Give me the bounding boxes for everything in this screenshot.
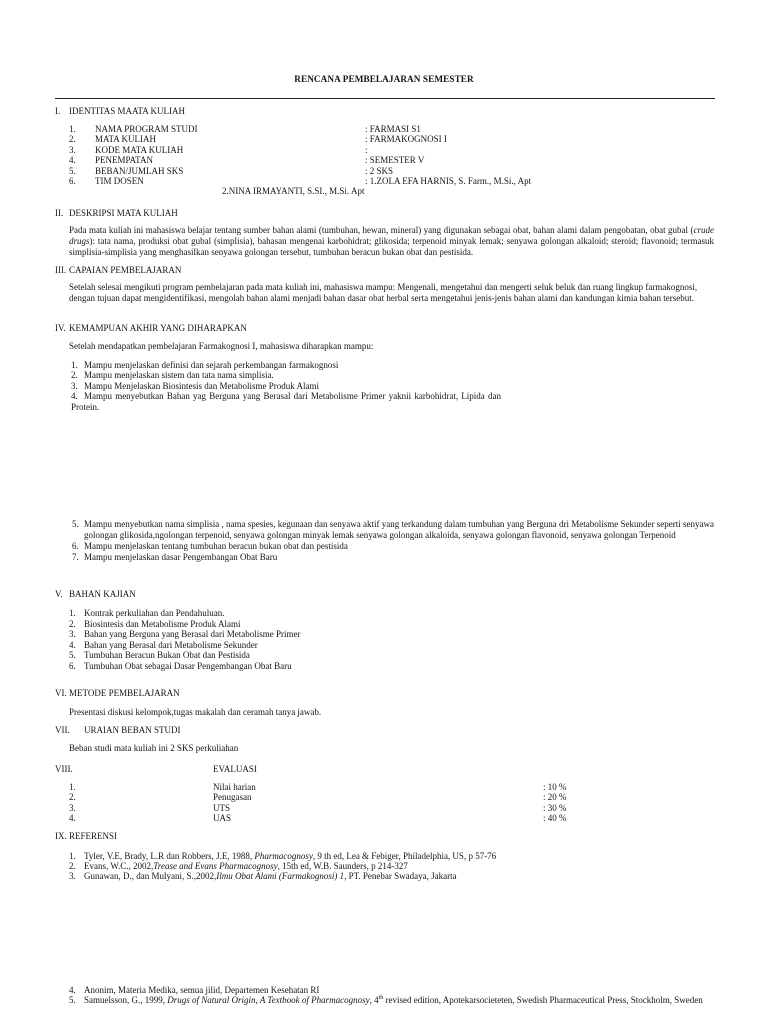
row-number: 2. — [69, 792, 76, 803]
row-number: 4. — [69, 813, 76, 824]
item-text: Bahan yang Berasal dari Metabolisme Sekunder — [84, 639, 258, 650]
item-text: Biosintesis dan Metabolisme Produk Alami — [84, 618, 241, 629]
section-heading-capaian — [55, 265, 181, 276]
reference-item — [69, 851, 714, 861]
reference-text — [84, 861, 714, 871]
item-text: Mampu menyebutkan nama simplisia , nama spesies, kegunaan dan senyawa aktif yang terkandung dalam tumbuhan yang Berguna dri Metabolisme Sekunder seperti senyawa golongan glikosida,ngolongan terpenoid, senyawa golongan minyak lemak senyawa golongan alkaloida, senyawa golongan flavonoid, senyawa golongan Terpenoid — [84, 519, 714, 540]
row-value: : 1.ZOLA EFA HARNIS, S. Farm., M.Si., Apt — [365, 175, 532, 186]
row-value: : 40 % — [543, 813, 567, 824]
metode-text: Presentasi diskusi kelompok,tugas makalah dan ceramah tanya jawab. — [69, 707, 322, 717]
row-label: Nilai harian — [213, 782, 256, 792]
list-item — [71, 381, 501, 391]
item-text: Mampu menjelaskan definisi dan sejarah perkembangan farmakognosi — [84, 360, 339, 370]
item-text: Mampu menjelaskan tentang tumbuhan beracun bukan obat dan pestisida — [84, 541, 348, 551]
reference-text — [84, 871, 714, 881]
list-item — [69, 650, 714, 661]
item-number: 2. — [71, 370, 78, 381]
kemampuan-list — [71, 360, 501, 412]
row-number: 1. — [69, 124, 76, 134]
identitas-row — [69, 166, 714, 176]
list-item — [69, 619, 714, 630]
paragraph-text: Pada mata kuliah ini mahasiswa belajar tentang sumber bahan alami (tumbuhan, hewan, mineral) yang digunakan sebagai obat, bahan alami dalam pengobatan, obat gubal ( — [69, 225, 694, 235]
bahan-kajian-list — [69, 608, 714, 672]
section-title: BAHAN KAJIAN — [69, 589, 136, 599]
reference-authors: Evans, W.C., 2002, — [84, 861, 154, 872]
reference-publisher: revised edition, Apotekarsocieteten, Swedish Pharmaceutical Press, Stockholm, Sweden — [383, 995, 703, 1005]
row-label: UTS — [213, 802, 231, 813]
section-heading-deskripsi — [55, 208, 178, 219]
item-text: Kontrak perkuliahan dan Pendahuluan. — [84, 608, 225, 618]
identitas-row — [69, 176, 714, 186]
list-item — [71, 391, 501, 412]
paragraph-text: ): tata nama, produksi obat gubal (simplisia), bahasan mengenai karbohidrat; glikosida; terpenoid minyak lemak; senyawa golongan alkaloid; steroid; flavonoid; termasuk simplisia-simplisia yang menghasilkan senyawa golongan tersebut, tumbuhan beracun bukan obat dan pestisida. — [69, 236, 714, 257]
item-number: 1. — [69, 851, 76, 861]
reference-text: Anonim, Materia Medika, semua jilid, Departemen Kesehatan RI — [84, 985, 320, 995]
reference-item — [69, 985, 714, 995]
reference-authors: Gunawan, D., dan Mulyani, S.,2002, — [84, 871, 217, 882]
reference-publisher: , PT. Penebar Swadaya, Jakarta — [344, 871, 457, 882]
row-label: BEBAN/JUMLAH SKS — [95, 165, 184, 176]
row-number: 5. — [69, 165, 76, 176]
list-item — [69, 608, 714, 619]
section-title: METODE PEMBELAJARAN — [69, 688, 180, 698]
kemampuan-list-continued — [72, 519, 714, 563]
section-heading-beban-studi — [55, 725, 181, 736]
evaluasi-table — [69, 782, 714, 824]
item-number: 1. — [71, 360, 78, 370]
section-heading-identitas — [55, 106, 185, 117]
item-number: 4. — [71, 391, 78, 402]
reference-title: Pharmacognosy — [254, 851, 313, 861]
reference-publisher: , 9 th ed, Lea & Febiger, Philadelphia, US, p 57-76 — [312, 851, 497, 861]
section-title: DESKRIPSI MATA KULIAH — [69, 208, 178, 218]
item-number: 2. — [69, 618, 76, 629]
list-item — [69, 661, 714, 672]
section-heading-bahan-kajian — [55, 589, 136, 600]
list-item — [71, 370, 501, 380]
row-value: : 2 SKS — [365, 165, 394, 176]
section-number: V. — [55, 589, 63, 599]
row-number: 6. — [69, 175, 76, 186]
item-number: 4. — [69, 639, 76, 650]
item-number: 7. — [72, 552, 79, 562]
item-number: 6. — [69, 660, 76, 671]
item-number: 3. — [69, 629, 76, 640]
reference-text — [84, 995, 714, 1005]
section-number: I. — [55, 106, 61, 116]
reference-publisher: , 15th ed, W.B. Saunders, p 214-327 — [277, 861, 408, 872]
row-value: : 30 % — [543, 802, 567, 813]
deskripsi-paragraph — [69, 225, 714, 258]
item-text: Tumbuhan Obat sebagai Dasar Pengembangan Obat Baru — [84, 660, 292, 671]
row-label: TIM DOSEN — [95, 175, 144, 186]
item-text: Mampu menjelaskan dasar Pengembangan Obat Baru — [84, 552, 278, 562]
section-title: REFERENSI — [69, 831, 118, 841]
list-item — [72, 519, 714, 541]
row-label: Penugasan — [213, 792, 252, 803]
referensi-list-continued — [69, 985, 714, 1005]
section-number: IX. — [55, 831, 67, 841]
item-number: 6. — [72, 541, 79, 551]
list-item — [72, 541, 714, 552]
row-number: 1. — [69, 782, 76, 792]
list-item — [71, 360, 501, 370]
item-number: 3. — [69, 871, 76, 882]
evaluasi-row — [69, 782, 714, 792]
reference-text — [84, 851, 714, 861]
section-title: CAPAIAN PEMBELAJARAN — [69, 265, 182, 275]
section-number: VI. — [55, 688, 67, 698]
section-heading-metode — [55, 688, 180, 699]
identitas-row — [69, 124, 714, 134]
item-text: Tumbuhan Beracun Bukan Obat dan Pestisida — [84, 650, 250, 661]
section-heading-referensi — [55, 831, 117, 842]
paragraph-italic-term: crude drugs — [69, 225, 714, 246]
item-text: Mampu menyebutkan Bahan yag Berguna yang Berasal dari Metabolisme Primer yaknii karbohidrat, Lipida dan Protein. — [71, 391, 501, 412]
row-value: : 10 % — [543, 782, 567, 792]
row-number: 3. — [69, 144, 76, 155]
row-label: PENEMPATAN — [95, 155, 153, 166]
reference-edition: , 4 — [369, 995, 379, 1005]
title-divider — [55, 98, 715, 99]
section-title: IDENTITAS MAATA KULIAH — [69, 106, 186, 116]
evaluasi-row — [69, 792, 714, 802]
item-text: Mampu Menjelaskan Biosintesis dan Metabolisme Produk Alami — [84, 380, 319, 391]
section-number: IV. — [55, 323, 66, 333]
reference-item — [69, 861, 714, 871]
reference-title: Drugs of Natural Origin, A Textbook of Pharmacognosy — [167, 995, 370, 1005]
row-value: : — [365, 144, 368, 155]
item-number: 2. — [69, 861, 76, 872]
list-item — [72, 552, 714, 563]
row-label: MATA KULIAH — [95, 134, 157, 145]
referensi-list — [69, 851, 714, 882]
kemampuan-intro: Setelah mendapatkan pembelajaran Farmakognosi I, mahasiswa diharapkan mampu: — [69, 341, 374, 351]
reference-item — [69, 871, 714, 881]
item-text: Bahan yang Berguna yang Berasal dari Metabolisme Primer — [84, 629, 301, 640]
section-title: URAIAN BEBAN STUDI — [84, 725, 181, 735]
reference-title: Ilmu Obat Alami (Farmakognosi) 1 — [216, 871, 345, 882]
section-title: KEMAMPUAN AKHIR YANG DIHARAPKAN — [69, 323, 247, 333]
list-item — [69, 640, 714, 651]
reference-superscript: th — [378, 995, 384, 1001]
identitas-row — [69, 134, 714, 144]
capaian-paragraph: Setelah selesai mengikuti program pembelajaran pada mata kuliah ini, mahasiswa mampu: Mengenali, mengetahui dan mengerti seluk beluk dan ruang lingkup farmakognosi, dengan tujuan dapat mengidentifikasi, mengolah bahan alami menjadi bahan dasar obat herbal serta mengetahui jenis-jenis bahan alami dan kandungan kimia bahan tersebut. — [69, 282, 698, 303]
beban-studi-text: Beban studi mata kuliah ini 2 SKS perkuliahan — [69, 743, 239, 753]
row-label: UAS — [213, 813, 232, 824]
row-number: 4. — [69, 155, 76, 166]
section-number: VII. — [55, 725, 70, 735]
item-number: 5. — [69, 995, 76, 1005]
row-value: : FARMASI S1 — [365, 124, 421, 134]
identitas-table — [69, 124, 714, 186]
row-number: 3. — [69, 802, 76, 813]
row-value: : SEMESTER V — [365, 155, 425, 166]
list-item — [69, 629, 714, 640]
item-number: 4. — [69, 985, 76, 995]
section-heading-kemampuan — [55, 323, 247, 334]
document-title: RENCANA PEMBELAJARAN SEMESTER — [294, 74, 474, 84]
section-title: EVALUASI — [213, 764, 257, 774]
evaluasi-row — [69, 803, 714, 813]
identitas-row — [69, 155, 714, 165]
item-number: 3. — [71, 380, 78, 391]
item-number: 1. — [69, 608, 76, 618]
item-number: 5. — [72, 519, 79, 529]
section-number: II. — [55, 208, 64, 218]
row-label: NAMA PROGRAM STUDI — [95, 124, 198, 134]
section-heading-evaluasi — [55, 764, 257, 775]
row-number: 2. — [69, 134, 76, 145]
section-number: III. — [55, 265, 67, 275]
row-value: : 20 % — [543, 792, 567, 803]
item-number: 5. — [69, 650, 76, 661]
row-label: KODE MATA KULIAH — [95, 144, 184, 155]
reference-title: Trease and Evans Pharmacognosy — [153, 861, 278, 872]
reference-authors: Samuelsson, G., 1999, — [84, 995, 168, 1005]
reference-item — [69, 995, 714, 1005]
row-value: : FARMAKOGNOSI I — [365, 134, 447, 145]
second-lecturer: 2.NINA IRMAYANTI, S.SI., M.Si. Apt — [222, 186, 365, 196]
identitas-row — [69, 145, 714, 155]
reference-authors: Tyler, V.E, Brady, L.R dan Robbers, J.E, 1988, — [84, 851, 255, 861]
item-text: Mampu menjelaskan sistem dan tata nama simplisia. — [84, 370, 274, 381]
section-number: VIII. — [55, 764, 73, 774]
evaluasi-row — [69, 813, 714, 823]
